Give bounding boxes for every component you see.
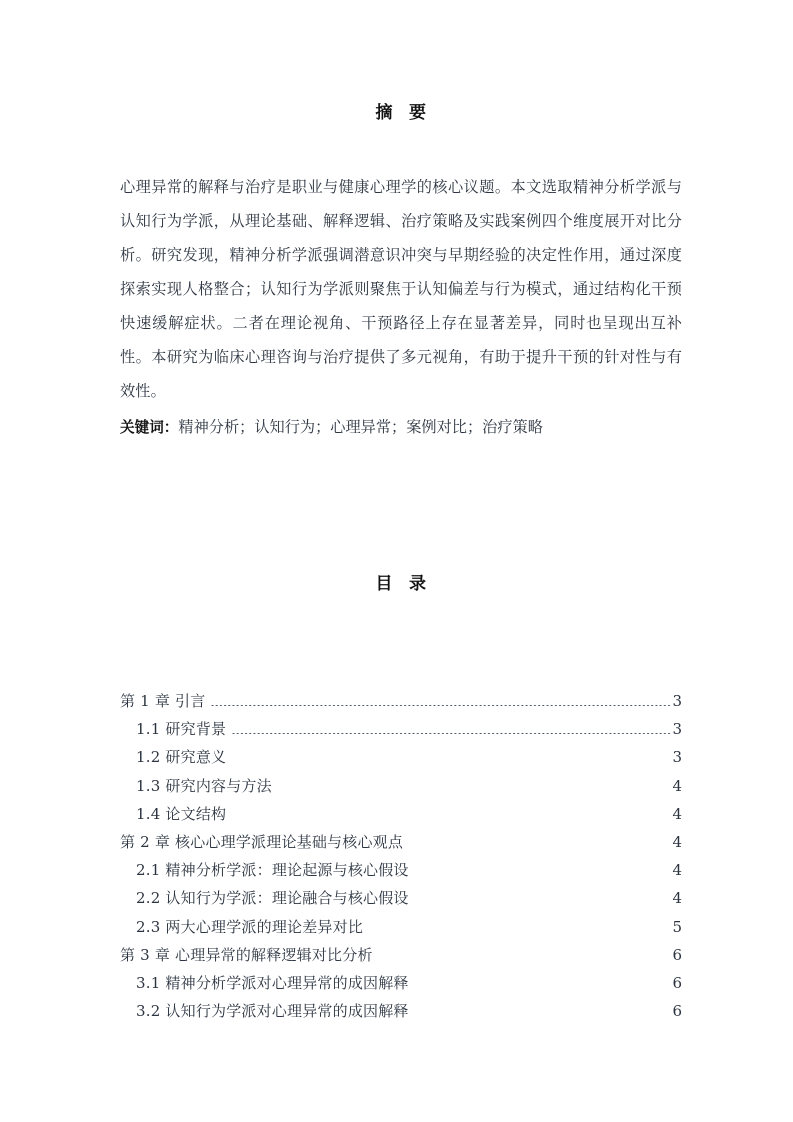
- abstract-heading-char-2: 要: [409, 103, 427, 123]
- keywords-line: [120, 410, 682, 445]
- toc-list: [120, 687, 682, 1025]
- toc-dot-leader: [233, 818, 669, 819]
- toc-entry-label: 2.2 认知行为学派：理论融合与核心假设: [136, 889, 409, 908]
- abstract-heading: [120, 100, 682, 126]
- toc-entry[interactable]: [120, 715, 682, 743]
- toc-dot-leader: [416, 874, 670, 875]
- toc-entry-label: 2.1 精神分析学派：理论起源与核心假设: [136, 861, 409, 880]
- abstract-body-text: 心理异常的解释与治疗是职业与健康心理学的核心议题。本文选取精神分析学派与认知行为学派，从理论基础、解释逻辑、治疗策略及实践案例四个维度展开对比分析。研究发现，精神分析学派强调潜意识冲突与早期经验的决定性作用，通过深度探索实现人格整合；认知行为学派则聚焦于认知偏差与行为模式，通过结构化干预快速缓解症状。二者在理论视角、干预路径上存在显著差异，同时也呈现出互补性。本研究为临床心理咨询与治疗提供了多元视角，有助于提升干预的针对性与有效性。: [120, 178, 682, 400]
- toc-entry-page-number: 3: [672, 692, 682, 710]
- toc-heading: [120, 571, 682, 597]
- toc-entry-label: 1.1 研究背景: [136, 720, 227, 739]
- toc-entry-page-number: 3: [672, 748, 682, 767]
- toc-dot-leader: [416, 902, 670, 903]
- toc-dot-leader: [279, 790, 670, 791]
- toc-entry[interactable]: [120, 687, 682, 715]
- toc-dot-leader: [416, 987, 670, 988]
- abstract-section: [120, 100, 682, 460]
- toc-entry[interactable]: [120, 828, 682, 856]
- toc-heading-char-2: 录: [409, 574, 427, 594]
- toc-entry[interactable]: [120, 941, 682, 969]
- toc-entry-page-number: 6: [672, 974, 682, 993]
- toc-entry[interactable]: [120, 913, 682, 941]
- toc-entry[interactable]: [120, 969, 682, 997]
- toc-dot-leader: [410, 846, 669, 847]
- toc-entry-label: 第 1 章 引言: [120, 692, 206, 710]
- toc-entry[interactable]: [120, 856, 682, 884]
- toc-dot-leader: [211, 705, 672, 706]
- toc-entry-page-number: 4: [672, 861, 682, 880]
- toc-dot-leader: [233, 761, 669, 762]
- toc-entry-page-number: 3: [672, 720, 682, 739]
- toc-dot-leader: [370, 931, 669, 932]
- toc-entry-page-number: 4: [672, 804, 682, 823]
- abstract-body-wrapper: [120, 170, 682, 445]
- toc-entry-label: 3.2 认知行为学派对心理异常的成因解释: [136, 1002, 409, 1021]
- toc-entry-label: 1.3 研究内容与方法: [136, 776, 272, 795]
- toc-entry[interactable]: [120, 772, 682, 800]
- toc-entry-page-number: 6: [672, 1002, 682, 1021]
- toc-entry-label: 第 2 章 核心心理学派理论基础与核心观点: [120, 833, 404, 852]
- toc-entry[interactable]: [120, 800, 682, 828]
- abstract-heading-char-1: 摘: [375, 103, 393, 123]
- toc-entry-page-number: 4: [672, 776, 682, 795]
- keywords-label: 关键词：: [120, 419, 179, 436]
- toc-entry-page-number: 4: [672, 889, 682, 908]
- toc-entry-label: 3.1 精神分析学派对心理异常的成因解释: [136, 974, 409, 993]
- toc-entry-label: 第 3 章 心理异常的解释逻辑对比分析: [120, 945, 373, 964]
- keywords-values: 精神分析；认知行为；心理异常；案例对比；治疗策略: [178, 418, 543, 436]
- toc-entry-page-number: 6: [672, 945, 682, 964]
- toc-dot-leader: [416, 1015, 670, 1016]
- toc-entry-label: 1.4 论文结构: [136, 804, 227, 823]
- toc-entry[interactable]: [120, 997, 682, 1025]
- toc-entry[interactable]: [120, 743, 682, 771]
- toc-entry-label: 2.3 两大心理学派的理论差异对比: [136, 917, 364, 936]
- toc-entry-label: 1.2 研究意义: [136, 748, 227, 767]
- table-of-contents-section: [120, 571, 682, 1025]
- toc-dot-leader: [380, 959, 670, 960]
- toc-entry-page-number: 5: [672, 917, 682, 936]
- toc-entry-page-number: 4: [672, 833, 682, 852]
- toc-heading-char-1: 目: [375, 574, 393, 594]
- toc-entry[interactable]: [120, 884, 682, 912]
- toc-dot-leader: [232, 733, 672, 734]
